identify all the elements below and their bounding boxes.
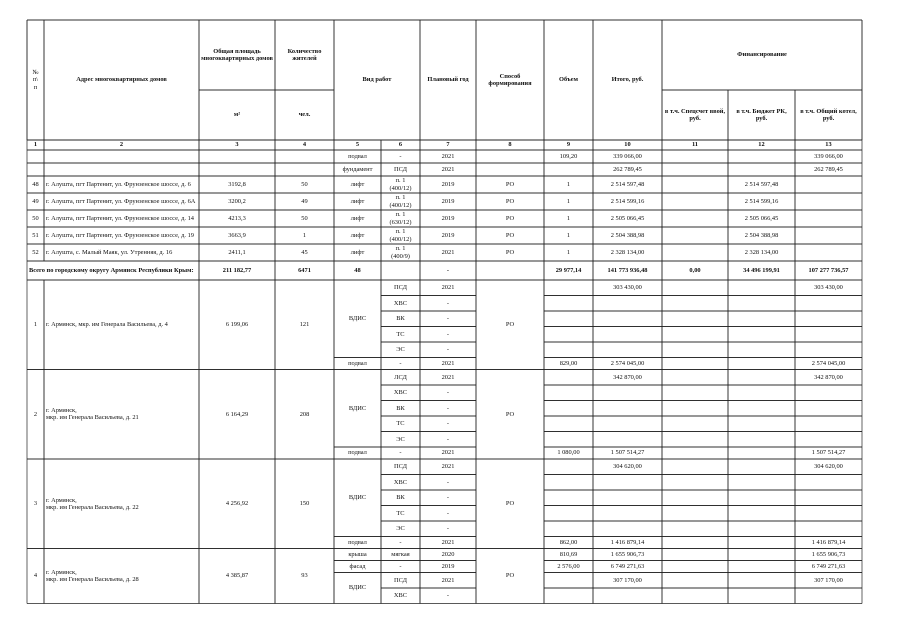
table-cell: 2 328 134,00 xyxy=(610,248,645,256)
subwork-year: 2021 xyxy=(441,576,455,584)
table-cell: 2 504 388,98 xyxy=(610,231,645,239)
subwork-year: - xyxy=(446,592,450,600)
table-cell: п. 1 (630/12) xyxy=(389,211,412,226)
table-cell: 49 xyxy=(301,197,308,205)
table-cell xyxy=(728,150,795,163)
work-year: 2021 xyxy=(441,359,455,367)
table-cell xyxy=(662,210,728,227)
house-area: 4 385,87 xyxy=(225,572,249,580)
table-cell xyxy=(662,227,728,244)
table-cell: 1 xyxy=(566,197,571,205)
table-cell xyxy=(199,150,275,163)
table-cell: лифт xyxy=(350,180,365,188)
subwork-total xyxy=(593,588,662,604)
subwork-total xyxy=(593,342,662,358)
column-number: 12 xyxy=(758,141,765,149)
subwork-year: - xyxy=(446,525,450,533)
subwork-year: 2021 xyxy=(441,284,455,292)
table-cell xyxy=(662,176,728,193)
subwork-name: ХВС xyxy=(393,478,408,486)
table-cell xyxy=(199,163,275,176)
table-cell xyxy=(27,150,44,163)
subwork-total xyxy=(593,296,662,312)
subwork-common xyxy=(795,385,862,401)
table-cell: 2 514 599,16 xyxy=(744,197,779,205)
table-cell xyxy=(476,163,544,176)
table-cell xyxy=(662,193,728,210)
subwork-name: ХВС xyxy=(393,389,408,397)
table-cell: 262 789,45 xyxy=(814,165,843,173)
subwork-name: ВК xyxy=(396,494,405,502)
table-cell xyxy=(795,210,862,227)
subwork-common xyxy=(795,296,862,312)
subwork-year: 2021 xyxy=(441,373,455,381)
table-cell xyxy=(27,163,44,176)
table-cell: 2 504 388,98 xyxy=(744,231,779,239)
table-cell: - xyxy=(399,152,402,160)
house-residents: 208 xyxy=(299,410,310,418)
subwork-year: 2021 xyxy=(441,463,455,471)
total-row-cell: 107 277 736,57 xyxy=(808,266,849,274)
table-cell xyxy=(44,150,199,163)
header-num: № п\ п xyxy=(32,69,39,91)
work-volume: 2 576,00 xyxy=(557,562,580,570)
house-area: 6 199,06 xyxy=(225,321,249,329)
column-number: 3 xyxy=(235,141,239,149)
table-cell xyxy=(662,150,728,163)
table-cell: 2019 xyxy=(441,214,455,222)
subwork-name: ТС xyxy=(396,330,405,338)
house-residents: 121 xyxy=(299,321,310,329)
subwork-total xyxy=(593,521,662,537)
house-area: 4 256,92 xyxy=(225,500,249,508)
header-work-type: Вид работ xyxy=(362,76,392,84)
column-number: 8 xyxy=(508,141,512,149)
table-cell: 2 514 597,48 xyxy=(744,180,779,188)
work-name: подвал xyxy=(348,359,367,367)
table-cell: 2021 xyxy=(441,152,455,160)
work-total: 1 507 514,27 xyxy=(610,449,645,457)
table-cell: г. Алушта, пгт Партенит, ул. Фрунзенское шоссе, д. 6 xyxy=(46,180,191,188)
table-cell: 1 xyxy=(302,231,307,239)
table-cell xyxy=(795,244,862,261)
subwork-name: ТС xyxy=(396,509,405,517)
work-total: 1 416 879,14 xyxy=(610,538,645,546)
work-group: ВДИС xyxy=(348,315,367,323)
header-special: в т.ч. Спецсчет ввой, руб. xyxy=(664,107,726,122)
column-number: 11 xyxy=(691,141,699,149)
subwork-common: 303 430,00 xyxy=(814,284,843,292)
table-cell: 2021 xyxy=(441,165,455,173)
subwork-total xyxy=(593,385,662,401)
house-method: РО xyxy=(505,410,515,418)
subwork-common: 342 870,00 xyxy=(814,373,843,381)
work-group: ВДИС xyxy=(348,404,367,412)
house-number: 3 xyxy=(33,500,38,508)
house-number: 2 xyxy=(33,410,38,418)
subwork-year: - xyxy=(446,299,450,307)
table-cell: РО xyxy=(505,214,515,222)
subwork-name: ХВС xyxy=(393,299,408,307)
work-group: ВДИС xyxy=(348,494,367,502)
table-cell: лифт xyxy=(350,197,365,205)
table-cell: 52 xyxy=(32,248,39,256)
subwork-total xyxy=(593,432,662,448)
header-area-unit: м² xyxy=(233,111,241,119)
house-number: 4 xyxy=(33,572,38,580)
work-total: 1 655 906,73 xyxy=(610,550,645,558)
subwork-name: ЭС xyxy=(396,435,405,443)
header-residents: Количество жителей xyxy=(287,47,322,62)
table-cell: 48 xyxy=(32,180,39,188)
work-common: 6 749 271,63 xyxy=(811,562,846,570)
subwork-year: - xyxy=(446,404,450,412)
column-number: 10 xyxy=(624,141,631,149)
table-cell: ПСД xyxy=(394,165,407,173)
table-cell: РО xyxy=(505,197,515,205)
table-cell: 45 xyxy=(301,248,308,256)
work-common: 1 416 879,14 xyxy=(811,538,846,546)
table-cell xyxy=(795,193,862,210)
subwork-name: ТС xyxy=(396,420,405,428)
work-total: 2 574 045,00 xyxy=(610,359,645,367)
house-address: г. Армянск, мкр. им Генерала Васильева, д. 4 xyxy=(46,321,168,329)
column-number: 9 xyxy=(566,141,571,149)
table-cell: 2019 xyxy=(441,197,455,205)
subwork-common xyxy=(795,432,862,448)
house-address: г. Армянск, мкр. им Генерала Васильева, д. 21 xyxy=(46,407,139,422)
table-cell: лифт xyxy=(350,214,365,222)
work-name: крыша xyxy=(348,550,367,558)
column-number: 13 xyxy=(825,141,832,149)
subwork-year: - xyxy=(446,346,450,354)
table-cell: 2021 xyxy=(441,248,455,256)
total-row-cell: 211 182,77 xyxy=(222,266,252,274)
subwork-year: - xyxy=(446,389,450,397)
column-number: 1 xyxy=(33,141,38,149)
work-year: 2019 xyxy=(441,562,455,570)
work-common: 1 507 514,27 xyxy=(811,449,846,457)
total-row-cell: 48 xyxy=(354,266,361,274)
subwork-year: - xyxy=(446,420,450,428)
subwork-common xyxy=(795,588,862,604)
subwork-total: 303 430,00 xyxy=(613,284,642,292)
table-cell: 4213,3 xyxy=(228,214,246,222)
column-number: 5 xyxy=(355,141,360,149)
work-common: 1 655 906,73 xyxy=(811,550,846,558)
table-cell: 3200,2 xyxy=(228,197,246,205)
header-area: Общая площадь многоквартирных домов xyxy=(201,47,273,62)
subwork-year: - xyxy=(446,494,450,502)
table-cell: 3663,9 xyxy=(228,231,246,239)
work-group: ВДИС xyxy=(348,584,367,592)
table-cell: г. Алушта, пгт Партенит, ул. Фрунзенское шоссе, д. 6А xyxy=(46,197,196,205)
subwork-total xyxy=(593,490,662,506)
table-cell: РО xyxy=(505,248,515,256)
table-cell xyxy=(44,163,199,176)
table-cell: п. 1 (400/12) xyxy=(389,177,412,192)
work-volume: 829,00 xyxy=(559,359,578,367)
work-name: подвал xyxy=(348,449,367,457)
subwork-name: ВК xyxy=(396,315,405,323)
house-address: г. Армянск, мкр. им Генерала Васильева, д. 28 xyxy=(46,568,139,583)
table-cell: 1 xyxy=(566,248,571,256)
work-year: 2020 xyxy=(441,550,455,558)
table-cell xyxy=(662,244,728,261)
table-cell: 49 xyxy=(32,197,39,205)
subwork-common xyxy=(795,401,862,417)
header-budget: в т.ч. Бюджет РК, руб. xyxy=(736,107,787,122)
subwork-total xyxy=(593,311,662,327)
table-cell: г. Алушта, пгт Партенит, ул. Фрунзенское шоссе, д. 19 xyxy=(46,231,194,239)
work-volume: 1 080,00 xyxy=(557,449,580,457)
work-sub: - xyxy=(399,359,402,367)
subwork-total xyxy=(593,401,662,417)
table-cell: п. 1 (400/9) xyxy=(391,245,410,260)
table-cell: 262 789,45 xyxy=(613,165,642,173)
table-cell: 50 xyxy=(301,180,308,188)
subwork-name: ПСД xyxy=(394,284,407,292)
table-cell: 2 328 134,00 xyxy=(744,248,779,256)
house-method: РО xyxy=(505,500,515,508)
table-cell: лифт xyxy=(350,248,365,256)
subwork-total: 342 870,00 xyxy=(613,373,642,381)
subwork-year: - xyxy=(446,435,450,443)
column-number: 6 xyxy=(398,141,403,149)
total-row-cell: 34 496 199,91 xyxy=(743,266,780,274)
table-cell: 50 xyxy=(301,214,308,222)
subwork-year: - xyxy=(446,478,450,486)
header-method: Способ формирования xyxy=(488,72,532,87)
work-total: 6 749 271,63 xyxy=(610,562,645,570)
work-sub: - xyxy=(399,538,402,546)
total-row-cell: 6471 xyxy=(298,266,311,274)
table-cell: 339 066,00 xyxy=(613,152,642,160)
house-method: РО xyxy=(505,321,515,329)
total-row-cell: - xyxy=(446,266,450,274)
house-address: г. Армянск, мкр. им Генерала Васильева, д. 22 xyxy=(46,496,139,511)
subwork-common: 307 170,00 xyxy=(814,576,843,584)
total-row-cell: Всего по городскому округу Армянск Республики Крым: xyxy=(29,266,194,274)
house-area: 6 164,29 xyxy=(225,410,249,418)
table-cell: 2411,1 xyxy=(228,248,246,256)
subwork-year: - xyxy=(446,315,450,323)
subwork-total xyxy=(593,416,662,432)
table-cell: РО xyxy=(505,180,515,188)
table-cell: фундамент xyxy=(342,165,373,173)
table-cell: п. 1 (400/12) xyxy=(389,228,412,243)
subwork-common xyxy=(795,416,862,432)
column-number: 2 xyxy=(119,141,124,149)
work-common: 2 574 045,00 xyxy=(811,359,846,367)
table-cell: п. 1 (400/12) xyxy=(389,194,412,209)
header-financing: Финансирование xyxy=(737,51,787,59)
work-volume: 810,69 xyxy=(559,550,578,558)
house-number: 1 xyxy=(33,321,38,329)
subwork-total xyxy=(593,475,662,491)
column-number: 7 xyxy=(446,141,450,149)
table-cell: г. Алушта, пгт Партенит, ул. Фрунзенское шоссе, д. 14 xyxy=(46,214,194,222)
house-residents: 93 xyxy=(301,572,308,580)
table-cell: 109,20 xyxy=(559,152,578,160)
table-cell xyxy=(275,163,334,176)
subwork-total xyxy=(593,327,662,343)
total-row-cell: 0,00 xyxy=(689,266,701,274)
table-cell xyxy=(795,176,862,193)
subwork-year: - xyxy=(446,330,450,338)
table-cell xyxy=(476,150,544,163)
subwork-name: ЭС xyxy=(396,346,405,354)
work-name: подвал xyxy=(348,538,367,546)
header-volume: Объем xyxy=(559,76,578,84)
table-cell: 2019 xyxy=(441,231,455,239)
header-total: Итого, руб. xyxy=(611,76,644,84)
subwork-common xyxy=(795,475,862,491)
work-volume: 862,00 xyxy=(559,538,578,546)
work-sub: - xyxy=(399,562,402,570)
table-cell: 3192,8 xyxy=(228,180,246,188)
subwork-total xyxy=(593,506,662,522)
header-address: Адрес многоквартирных домов xyxy=(76,76,167,84)
table-cell: 2019 xyxy=(441,180,455,188)
work-name: фасад xyxy=(349,562,366,570)
header-plan-year: Плановый год xyxy=(427,76,469,84)
table-cell xyxy=(544,163,593,176)
subwork-common xyxy=(795,521,862,537)
subwork-name: ХВС xyxy=(393,592,408,600)
subwork-common xyxy=(795,506,862,522)
subwork-common xyxy=(795,327,862,343)
subwork-common: 304 620,00 xyxy=(814,463,843,471)
table-cell: 2 514 597,48 xyxy=(610,180,645,188)
table-cell: 1 xyxy=(566,231,571,239)
table-cell xyxy=(662,163,728,176)
table-cell: 2 505 066,45 xyxy=(610,214,645,222)
table-cell: 2 505 066,45 xyxy=(744,214,779,222)
work-sub: мягкая xyxy=(391,550,410,558)
table-cell: РО xyxy=(505,231,515,239)
table-cell: лифт xyxy=(350,231,365,239)
table-cell xyxy=(275,150,334,163)
table-cell: 2 514 599,16 xyxy=(610,197,645,205)
table-cell xyxy=(795,227,862,244)
table-cell: 339 066,00 xyxy=(814,152,843,160)
total-row-cell: 29 977,14 xyxy=(555,266,582,274)
subwork-common xyxy=(795,490,862,506)
table-cell: г. Алушта, с. Малый Маяк, ул. Утренняя, д. 16 xyxy=(46,248,173,256)
table-cell: подвал xyxy=(348,152,367,160)
subwork-name: ПСД xyxy=(394,576,407,584)
header-common: в т.ч. Общий котел, руб. xyxy=(800,107,857,122)
subwork-year: - xyxy=(446,509,450,517)
subwork-name: ЛСД xyxy=(394,373,407,381)
subwork-name: ЭС xyxy=(396,525,405,533)
total-row-cell: 141 773 936,48 xyxy=(607,266,648,274)
subwork-common xyxy=(795,342,862,358)
subwork-name: ПСД xyxy=(394,463,407,471)
table-cell: 51 xyxy=(32,231,39,239)
work-sub: - xyxy=(399,449,402,457)
table-cell: 1 xyxy=(566,180,571,188)
subwork-common xyxy=(795,311,862,327)
house-residents: 150 xyxy=(299,500,310,508)
table-cell xyxy=(728,163,795,176)
subwork-total: 304 620,00 xyxy=(613,463,642,471)
subwork-name: ВК xyxy=(396,404,405,412)
table-cell: 1 xyxy=(566,214,571,222)
table-cell: 50 xyxy=(32,214,39,222)
house-method: РО xyxy=(505,572,515,580)
work-year: 2021 xyxy=(441,449,455,457)
work-year: 2021 xyxy=(441,538,455,546)
subwork-total: 307 170,00 xyxy=(613,576,642,584)
header-residents-unit: чел. xyxy=(298,111,311,119)
column-number: 4 xyxy=(302,141,307,149)
